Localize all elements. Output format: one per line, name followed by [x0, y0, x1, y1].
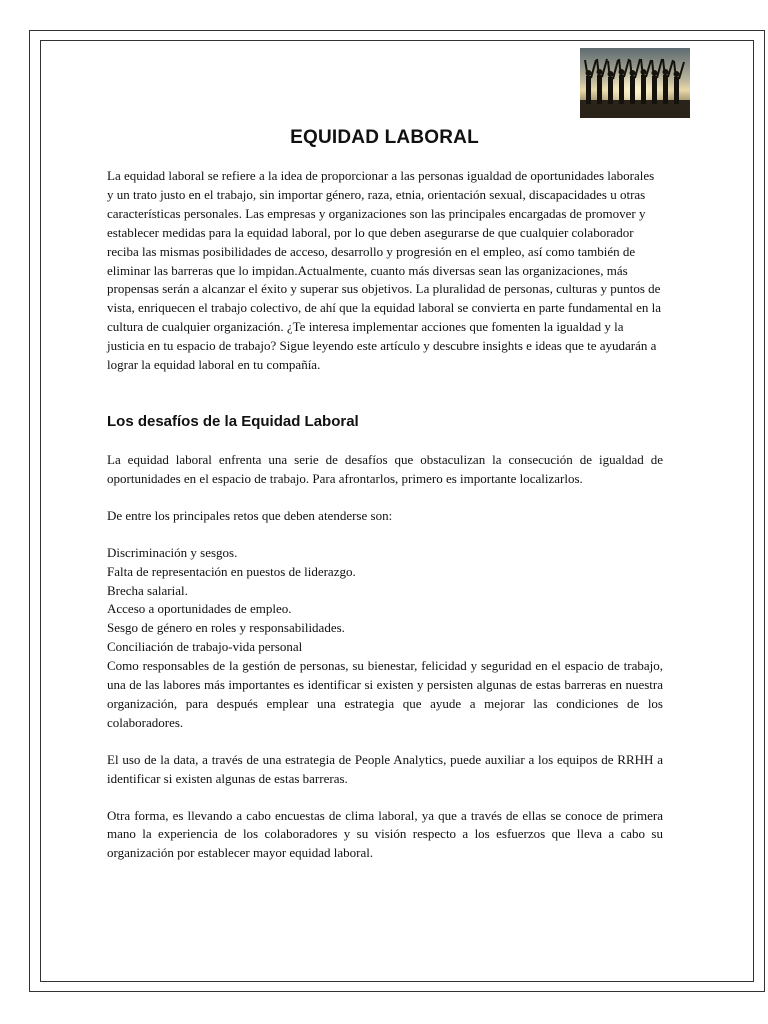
list-item: Conciliación de trabajo-vida personal [107, 639, 303, 655]
document-title: EQUIDAD LABORAL [290, 127, 479, 148]
list-item: Discriminación y sesgos. [107, 544, 238, 560]
document-body [107, 167, 663, 863]
list-item: Acceso a oportunidades de empleo. [107, 601, 292, 617]
team-silhouette-photo [580, 48, 690, 118]
people-analytics-paragraph: El uso de la data, a través de una estrategia de People Analytics, puede auxiliar a los equipos de RRHH a identificar si existen algunas de estas barreras. [107, 751, 663, 786]
challenges-intro-paragraph: La equidad laboral enfrenta una serie de desafíos que obstaculizan la consecución de igualdad de oportunidades en el espacio de trabajo. Para afrontarlos, primero es importante localizarlos. [107, 451, 663, 486]
section-heading: Los desafíos de la Equidad Laboral [107, 412, 359, 430]
challenges-lead-paragraph: De entre los principales retos que deben atenderse son: [107, 507, 393, 523]
survey-paragraph: Otra forma, es llevando a cabo encuestas de clima laboral, ya que a través de ellas se conoce de primera mano la experiencia de los colaboradores y su visión respecto a los esfuerzos que lleva a cabo su organización por establecer mayor equidad laboral. [107, 807, 663, 861]
challenges-list [107, 544, 663, 657]
responsibility-paragraph: Como responsables de la gestión de personas, su bienestar, felicidad y seguridad en el espacio de trabajo, una de las labores más importantes es identificar si existen y persisten algunas de estas barreras en nuestra organización, para después emplear una estrategia que ayude a mejorar las condiciones de los colaboradores. [107, 658, 663, 730]
list-item: Falta de representación en puestos de liderazgo. [107, 563, 356, 579]
intro-paragraph: La equidad laboral se refiere a la idea de proporcionar a las personas igualdad de oportunidades laborales y un trato justo en el trabajo, sin importar género, raza, etnia, orientación sexual, discapacidades u otras características personales. Las empresas y organizaciones son las principales encargadas de promover y establecer medidas para la equidad laboral, por lo que deben asegurarse de que cualquier colaborador reciba las mismas posibilidades de acceso, desarrollo y progresión en el empleo, así como también de eliminar las barreras que lo impidan.Actualmente, cuanto más diversas sean las organizaciones, más propensas serán a alcanzar el éxito y superar sus objetivos. La pluralidad de personas, culturas y puntos de vista, enriquecen el trabajo colectivo, de ahí que la equidad laboral se convierta en parte fundamental en la cultura de cualquier organización. ¿Te interesa implementar acciones que fomenten la igualdad y la justicia en tu espacio de trabajo? Sigue leyendo este artículo y descubre insights e ideas que te ayudarán a lograr la equidad laboral en tu compañía. [107, 168, 662, 373]
list-item: Sesgo de género en roles y responsabilidades. [107, 620, 345, 636]
list-item: Brecha salarial. [107, 582, 188, 598]
